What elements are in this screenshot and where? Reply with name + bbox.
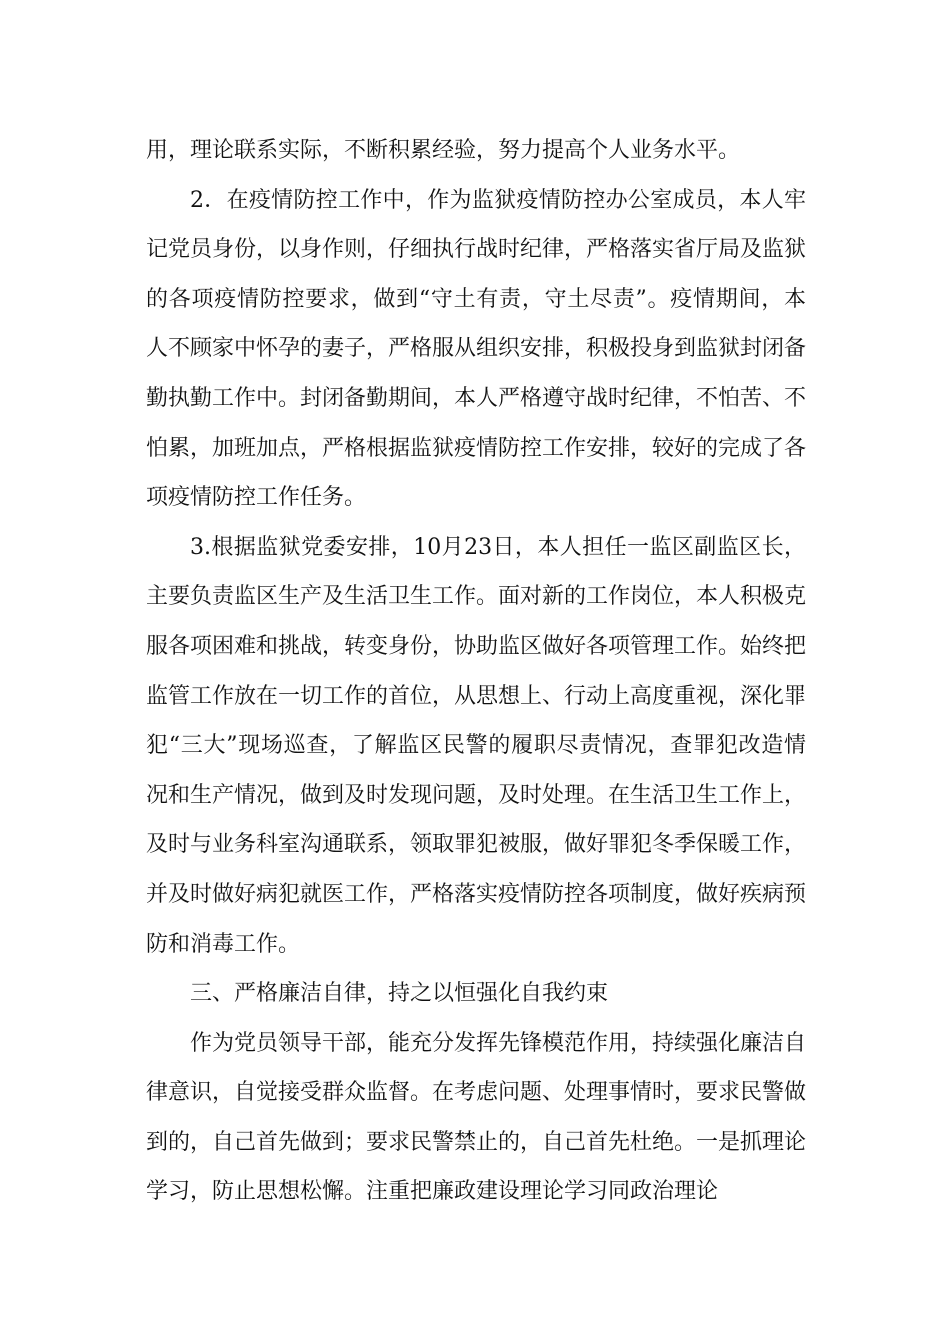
paragraph-item-3: 3.根据监狱党委安排，10月23日，本人担任一监区副监区长，主要负责监区生产及生活卫生工作。面对新的工作岗位，本人积极克服各项困难和挑战，转变身份，协助监区做好各项管理工作。始终把监管工作放在一切工作的首位，从思想上、行动上高度重视，深化罪犯“三大”现场巡查，了解监区民警的履职尽责情况，查罪犯改造情况和生产情况，做到及时发现问题，及时处理。在生活卫生工作上，及时与业务科室沟通联系，领取罪犯被服，做好罪犯冬季保暖工作，并及时做好病犯就医工作，严格落实疫情防控各项制度，做好疾病预防和消毒工作。 xyxy=(146,534,807,957)
paragraph-item-2: 2．在疫情防控工作中，作为监狱疫情防控办公室成员，本人牢记党员身份，以身作则，仔细执行战时纪律，严格落实省厅局及监狱的各项疫情防控要求，做到“守土有责，守土尽责”。疫情期间，本人不顾家中怀孕的妻子，严格服从组织安排，积极投身到监狱封闭备勤执勤工作中。封闭备勤期间，本人严格遵守战时纪律，不怕苦、不怕累，加班加点，严格根据监狱疫情防控工作安排，较好的完成了各项疫情防控工作任务。 xyxy=(146,187,807,511)
section-heading: 三、严格廉洁自律，持之以恒强化自我约束 xyxy=(190,981,609,1007)
paragraph-section-body: 作为党员领导干部，能充分发挥先锋模范作用，持续强化廉洁自律意识，自觉接受群众监督。在考虑问题、处理事情时，要求民警做到的，自己首先做到；要求民警禁止的，自己首先杜绝。一是抓理论学习，防止思想松懈。注重把廉政建设理论学习同政治理论 xyxy=(146,1030,807,1205)
document-body xyxy=(146,126,806,1217)
paragraph-continued: 用，理论联系实际，不断积累经验，努力提高个人业务水平。 xyxy=(146,138,741,163)
